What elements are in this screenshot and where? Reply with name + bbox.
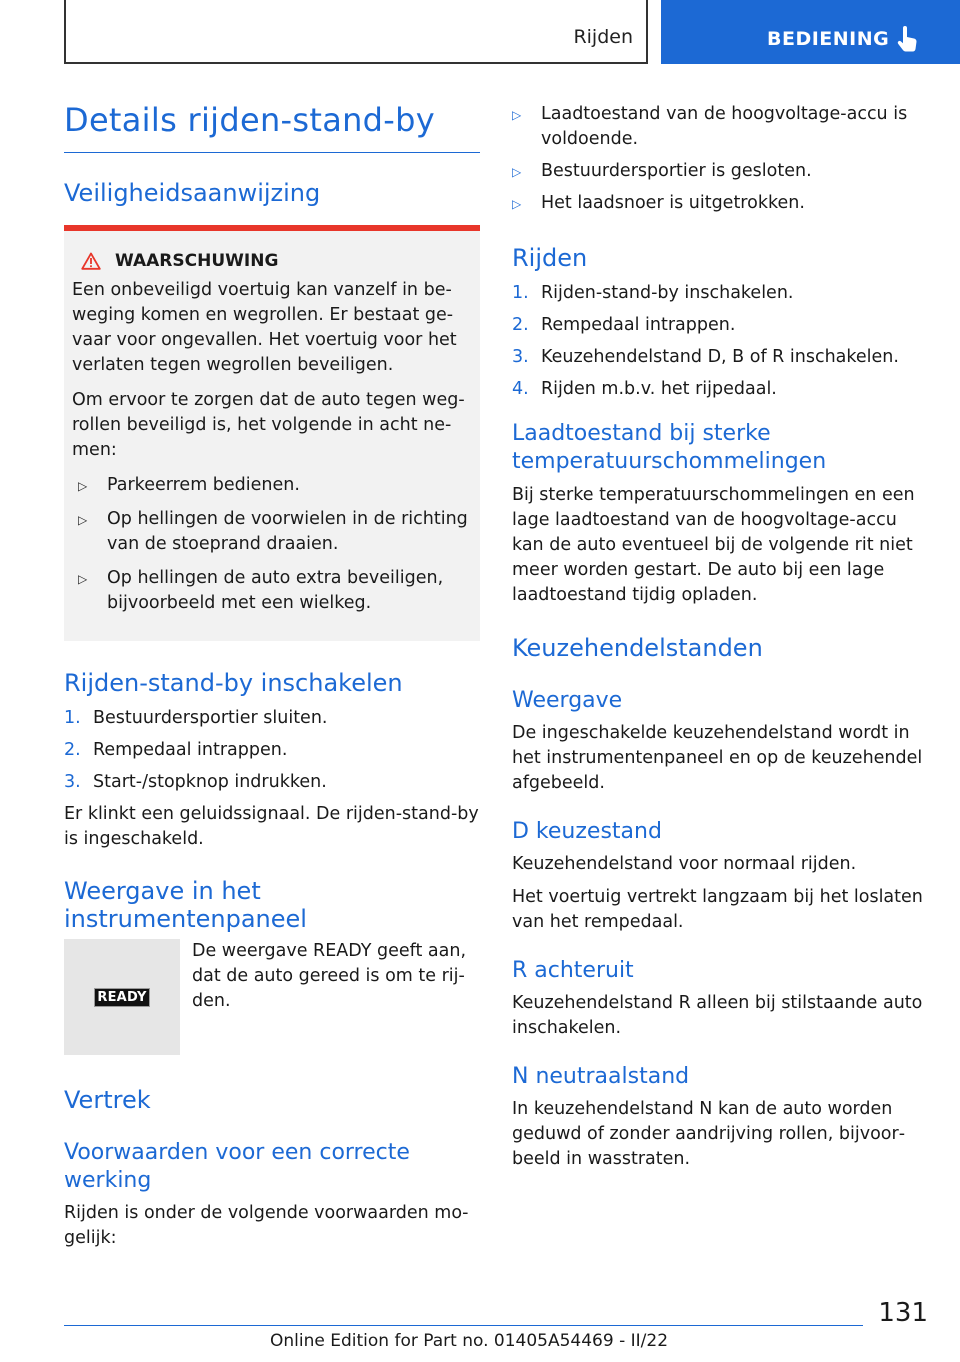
page-number: 131 — [878, 1298, 928, 1328]
view-text: De ingeschakelde keuzehendelstand wordt in het instrumentenpaneel en op de keuzehendel afgebeeld. — [512, 723, 923, 793]
list-item: ▷ Het laadsnoer is uitgetrokken. — [512, 191, 928, 216]
ready-display-image — [64, 939, 180, 1055]
drive-heading: Rijden — [512, 244, 588, 272]
display-heading: Weergave in het instrumentenpaneel — [64, 877, 307, 933]
n-text: In keuzehendelstand N kan de auto worden geduwd of zonder aandrijving rollen, bijvoorbeeld in wasstraten. — [512, 1099, 906, 1169]
d-heading: D keuzestand — [512, 819, 662, 844]
list-item: 3. Start-/stopknop indrukken. — [64, 772, 327, 792]
conditions-heading: Voorwaarden voor een correcte werking — [64, 1140, 410, 1193]
view-heading: Weergave — [512, 688, 623, 713]
safety-heading: Veiligheidsaanwijzing — [64, 179, 321, 207]
list-item: 1. Rijden-stand-by inschakelen. — [512, 283, 794, 303]
conditions-list — [512, 102, 928, 216]
list-item: ▷ Parkeerrem bedienen. — [72, 473, 472, 498]
header-chapter-tab — [661, 0, 960, 64]
list-item: ▷ Laadtoestand van de hoogvoltage-accu is voldoende. — [512, 104, 908, 149]
list-item: 4. Rijden m.b.v. het rijpedaal. — [512, 379, 777, 399]
triangle-bullet-icon: ▷ — [512, 197, 522, 211]
list-item: ▷ Op hellingen de voorwielen in de richting van de stoeprand draaien. — [78, 509, 468, 554]
header-chapter-label: BEDIENING — [767, 28, 890, 50]
activate-note: Er klinkt een geluidssignaal. De rijden-stand-by is ingeschakeld. — [64, 804, 479, 849]
warning-paragraph-1: Een onbeveiligd voertuig kan vanzelf in beweging komen en wegrollen. Er bestaat gevaar voor ongevallen. Het voertuig voor het verlaten tegen wegrollen beveiligen. — [72, 280, 457, 375]
temp-text: Bij sterke temperatuurschommelingen en een lage laadtoestand van de hoogvoltage-accu kan de auto eventueel bij de volgende rit niet meer worden gestart. De auto bij een lage laadtoestand tijdig opladen. — [512, 485, 915, 605]
d-text-2: Het voertuig vertrekt langzaam bij het loslaten van het rempedaal. — [512, 887, 923, 932]
list-item: 2. Rempedaal intrappen. — [512, 315, 736, 335]
header-section-box — [64, 0, 648, 64]
r-heading: R achteruit — [512, 958, 634, 983]
list-item: 3. Keuzehendelstand D, B of R inschakelen. — [512, 347, 899, 367]
warning-paragraph-2: Om ervoor te zorgen dat de auto tegen wegrollen beveiligd is, het volgende in acht nemen: — [72, 390, 465, 460]
n-heading: N neutraalstand — [512, 1064, 690, 1089]
selector-heading: Keuzehendelstanden — [512, 634, 763, 662]
right-column — [512, 96, 928, 1172]
left-column — [64, 96, 480, 1251]
triangle-bullet-icon: ▷ — [512, 165, 522, 179]
list-item: 2. Rempedaal intrappen. — [64, 740, 288, 760]
d-text-1: Keuzehendelstand voor normaal rijden. — [512, 854, 857, 874]
list-item: ▷ Op hellingen de auto extra beveiligen, bijvoorbeeld met een wielkeg. — [78, 568, 444, 613]
triangle-bullet-icon: ▷ — [78, 513, 88, 527]
footer-divider — [64, 1325, 863, 1326]
warning-triangle-icon — [81, 252, 101, 270]
r-text: Keuzehendelstand R alleen bij stilstaande auto inschakelen. — [512, 993, 923, 1038]
footer-edition: Online Edition for Part no. 01405A54469 - II/22 — [270, 1331, 669, 1351]
triangle-bullet-icon: ▷ — [78, 572, 88, 586]
warning-label: WAARSCHUWING — [115, 251, 279, 271]
ready-badge: READY — [94, 988, 149, 1007]
triangle-bullet-icon: ▷ — [78, 479, 88, 493]
display-text: De weergave READY geeft aan, dat de auto gereed is om te rijden. — [192, 941, 467, 1011]
warning-list — [72, 473, 472, 616]
depart-heading: Vertrek — [64, 1086, 151, 1114]
list-item: 1. Bestuurdersportier sluiten. — [64, 708, 328, 728]
warning-box — [64, 225, 480, 641]
list-item: ▷ Bestuurdersportier is gesloten. — [512, 159, 928, 184]
activate-steps — [64, 706, 480, 795]
conditions-intro: Rijden is onder de volgende voorwaarden mogelijk: — [64, 1203, 469, 1248]
page-title: Details rijden-stand-by — [64, 96, 480, 153]
activate-heading: Rijden-stand-by inschakelen — [64, 669, 403, 697]
warning-header — [81, 251, 472, 271]
header-section-label: Rijden — [573, 26, 633, 48]
display-block — [64, 939, 480, 1055]
pointing-hand-icon — [897, 26, 919, 52]
drive-steps — [512, 281, 928, 402]
triangle-bullet-icon: ▷ — [512, 108, 522, 122]
temp-heading: Laadtoestand bij sterke temperatuurschommelingen — [512, 421, 827, 474]
